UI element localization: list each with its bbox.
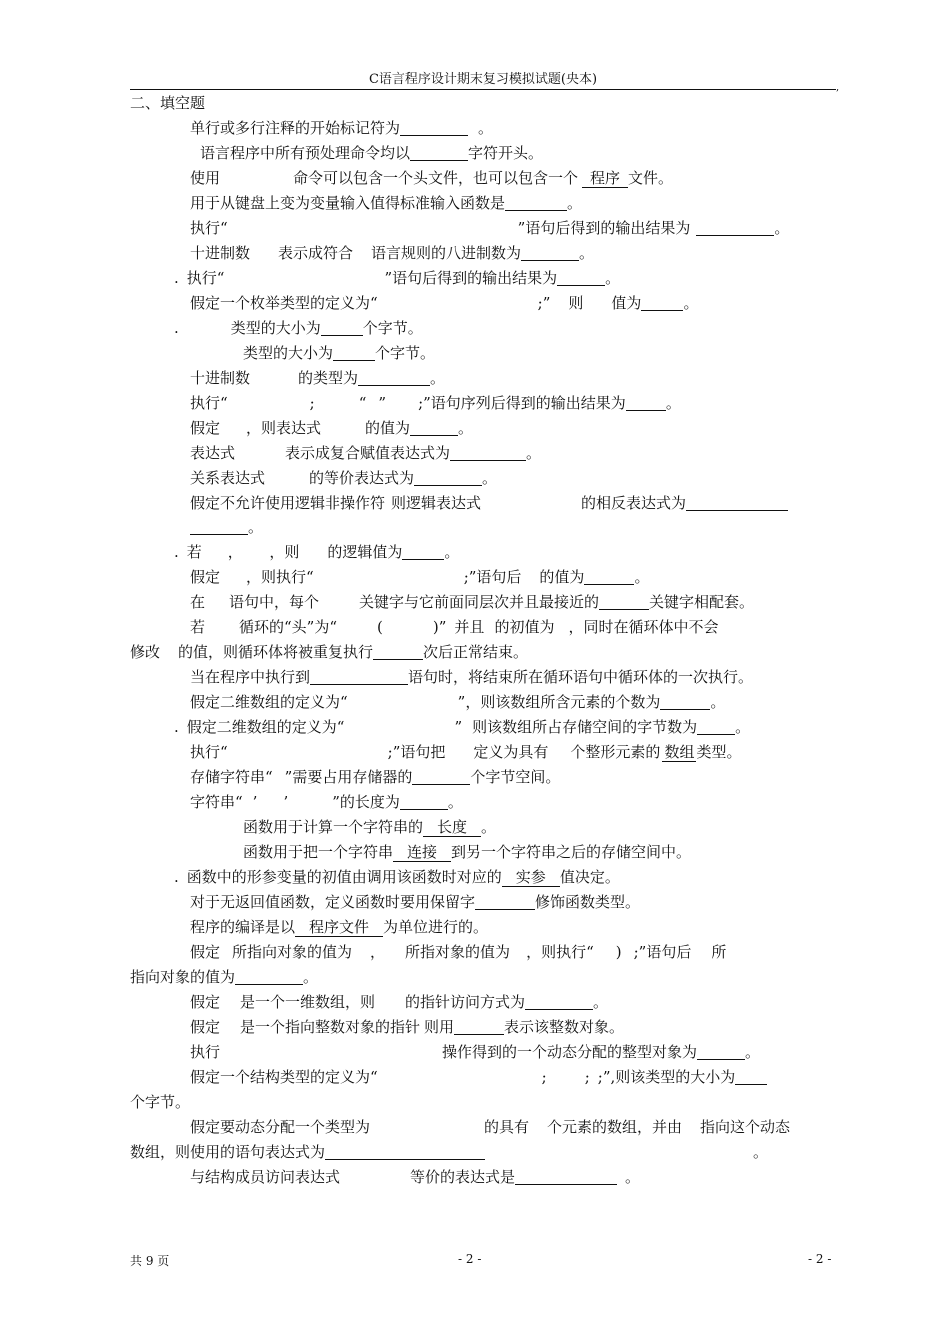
answer-blank bbox=[410, 419, 458, 436]
answer-blank bbox=[235, 968, 303, 985]
answer-blank bbox=[505, 194, 567, 211]
question-line: 假定 所指向对象的值为 ， 所指对象的值为 ，则执行“ ) ;”语句后 所 bbox=[190, 943, 727, 961]
answer-blank bbox=[358, 369, 430, 386]
answer-blank bbox=[412, 768, 470, 785]
question-line: 若 循环的“头”为“ ( )” 并且 的初值为 ，同时在循环体中不会 bbox=[190, 618, 719, 636]
question-line: 假定二维数组的定义为“ ”，则该数组所含元素的个数为 。 bbox=[190, 693, 726, 711]
question-line: 类型的大小为 个字节。 bbox=[243, 344, 436, 362]
question-line: 执行 操作得到的一个动态分配的整型对象为 。 bbox=[190, 1043, 761, 1061]
section-title: 二、填空题 bbox=[130, 94, 206, 112]
question-line: 假定要动态分配一个类型为 的具有 个元素的数组，并由 指向这个动态 bbox=[190, 1118, 791, 1136]
answer-blank bbox=[697, 1043, 745, 1060]
question-line: 十进制数 的类型为 。 bbox=[190, 369, 446, 387]
answer-blank bbox=[626, 394, 666, 411]
answer-blank bbox=[696, 219, 774, 236]
question-line: 执行“ ; “ ” ;”语句序列后得到的输出结果为 。 bbox=[190, 394, 681, 412]
question-line: 假定一个枚举类型的定义为“ ;” 则 值为 。 bbox=[190, 294, 699, 312]
answer-blank bbox=[599, 593, 649, 610]
question-line: 使用 命令可以包含一个头文件，也可以包含一个 程序 文件。 bbox=[190, 169, 674, 187]
page-number-center: - 2 - bbox=[458, 1252, 482, 1266]
header-rule bbox=[130, 89, 836, 90]
answer-blank bbox=[321, 319, 363, 336]
question-line: 函数用于把一个字符串 连接 到另一个字符串之后的存储空间中。 bbox=[243, 843, 692, 861]
answer-blank bbox=[521, 244, 579, 261]
question-line: 执行“ ”语句后得到的输出结果为 。 bbox=[190, 219, 790, 237]
question-line: 假定 是一个指向整数对象的指针 则用 表示该整数对象。 bbox=[190, 1018, 625, 1036]
filled-answer: 程序文件 bbox=[295, 918, 383, 937]
header-mark: , bbox=[836, 82, 840, 93]
answer-blank bbox=[373, 643, 423, 660]
question-line: 指向对象的值为 。 bbox=[130, 968, 319, 986]
answer-blank bbox=[454, 1018, 504, 1035]
answer-blank bbox=[190, 518, 248, 535]
answer-blank bbox=[557, 269, 605, 286]
answer-blank bbox=[310, 668, 408, 685]
question-line: 修改 的值，则循环体将被重复执行 次后正常结束。 bbox=[130, 643, 529, 661]
question-line: 假定 ，则执行“ ;”语句后 的值为 。 bbox=[190, 568, 650, 586]
question-line: 。 bbox=[190, 517, 263, 537]
answer-blank bbox=[400, 793, 448, 810]
answer-blank bbox=[414, 469, 482, 486]
question-line: 与结构成员访问表达式 等价的表达式是 。 bbox=[190, 1168, 641, 1186]
question-line: 对于无返回值函数，定义函数时要用保留字 修饰函数类型。 bbox=[190, 893, 641, 911]
question-line: 字符串“ ’ ’ ”的长度为 。 bbox=[190, 793, 463, 811]
filled-answer: 程序 bbox=[582, 169, 628, 188]
answer-blank bbox=[325, 1143, 485, 1160]
answer-blank bbox=[735, 1068, 767, 1085]
question-line: 数组，则使用的语句表达式为 。 bbox=[130, 1143, 769, 1161]
filled-answer: 数组 bbox=[664, 743, 695, 761]
question-line: 在 语句中，每个 关键字与它前面同层次并且最接近的 关键字相配套。 bbox=[190, 593, 755, 611]
answer-blank bbox=[400, 119, 468, 136]
filled-answer: 连接 bbox=[393, 843, 451, 862]
answer-blank bbox=[410, 144, 468, 161]
question-line: 假定 ，则表达式 的值为 。 bbox=[190, 419, 474, 437]
filled-answer: 长度 bbox=[423, 818, 481, 837]
question-line: . 若 ， ，则 的逻辑值为 。 bbox=[174, 543, 460, 561]
question-line: 语言程序中所有预处理命令均以 字符开头。 bbox=[200, 144, 544, 162]
question-line: . 类型的大小为 个字节。 bbox=[174, 319, 423, 337]
question-line: 单行或多行注释的开始标记符为 。 bbox=[190, 119, 494, 137]
question-line: 个字节。 bbox=[130, 1093, 191, 1111]
page-header-title: C语言程序设计期末复习模拟试题(央本) bbox=[368, 72, 598, 87]
question-line: 十进制数 表示成符合 语言规则的八进制数为 。 bbox=[190, 244, 595, 262]
question-line: . 假定二维数组的定义为“ ” 则该数组所占存储空间的字节数为 。 bbox=[174, 718, 751, 736]
question-line: . 执行“ ”语句后得到的输出结果为 。 bbox=[174, 269, 621, 287]
answer-blank bbox=[450, 444, 526, 461]
question-line: 关系表达式 的等价表达式为 。 bbox=[190, 469, 498, 487]
answer-blank bbox=[515, 1168, 617, 1185]
answer-blank bbox=[333, 344, 375, 361]
question-line: 程序的编译是以 程序文件 为单位进行的。 bbox=[190, 918, 489, 936]
answer-blank bbox=[660, 693, 710, 710]
answer-blank bbox=[641, 294, 683, 311]
question-line: 假定一个结构类型的定义为“ ; ; ;”,则该类型的大小为 bbox=[190, 1067, 767, 1087]
question-line: 存储字符串“ ”需要占用存储器的 个字节空间。 bbox=[190, 768, 561, 786]
question-line: 假定不允许使用逻辑非操作符 则逻辑表达式 的相反表达式为 bbox=[190, 493, 788, 513]
question-line: 函数用于计算一个字符串的 长度 。 bbox=[243, 818, 497, 836]
page-count: 共 9 页 bbox=[130, 1254, 170, 1268]
question-line: 表达式 表示成复合赋值表达式为 。 bbox=[190, 444, 542, 462]
question-line: 执行“ ;”语句把 定义为具有 个整形元素的 数组 类型。 bbox=[190, 743, 742, 761]
answer-blank bbox=[525, 993, 593, 1010]
question-line: 当在程序中执行到 语句时，将结束所在循环语句中循环体的一次执行。 bbox=[190, 668, 754, 686]
filled-answer: 实参 bbox=[502, 868, 560, 887]
answer-blank bbox=[686, 494, 788, 511]
page-number-right: - 2 - bbox=[808, 1252, 832, 1266]
question-line: . 函数中的形参变量的初值由调用该函数时对应的 实参 值决定。 bbox=[174, 868, 620, 886]
answer-blank bbox=[402, 543, 444, 560]
answer-blank bbox=[584, 568, 634, 585]
question-line: 假定 是一个一维数组，则 的指针访问方式为 。 bbox=[190, 993, 609, 1011]
answer-blank bbox=[475, 893, 535, 910]
question-line: 用于从键盘上变为变量输入值得标准输入函数是 。 bbox=[190, 194, 583, 212]
answer-blank bbox=[697, 718, 735, 735]
